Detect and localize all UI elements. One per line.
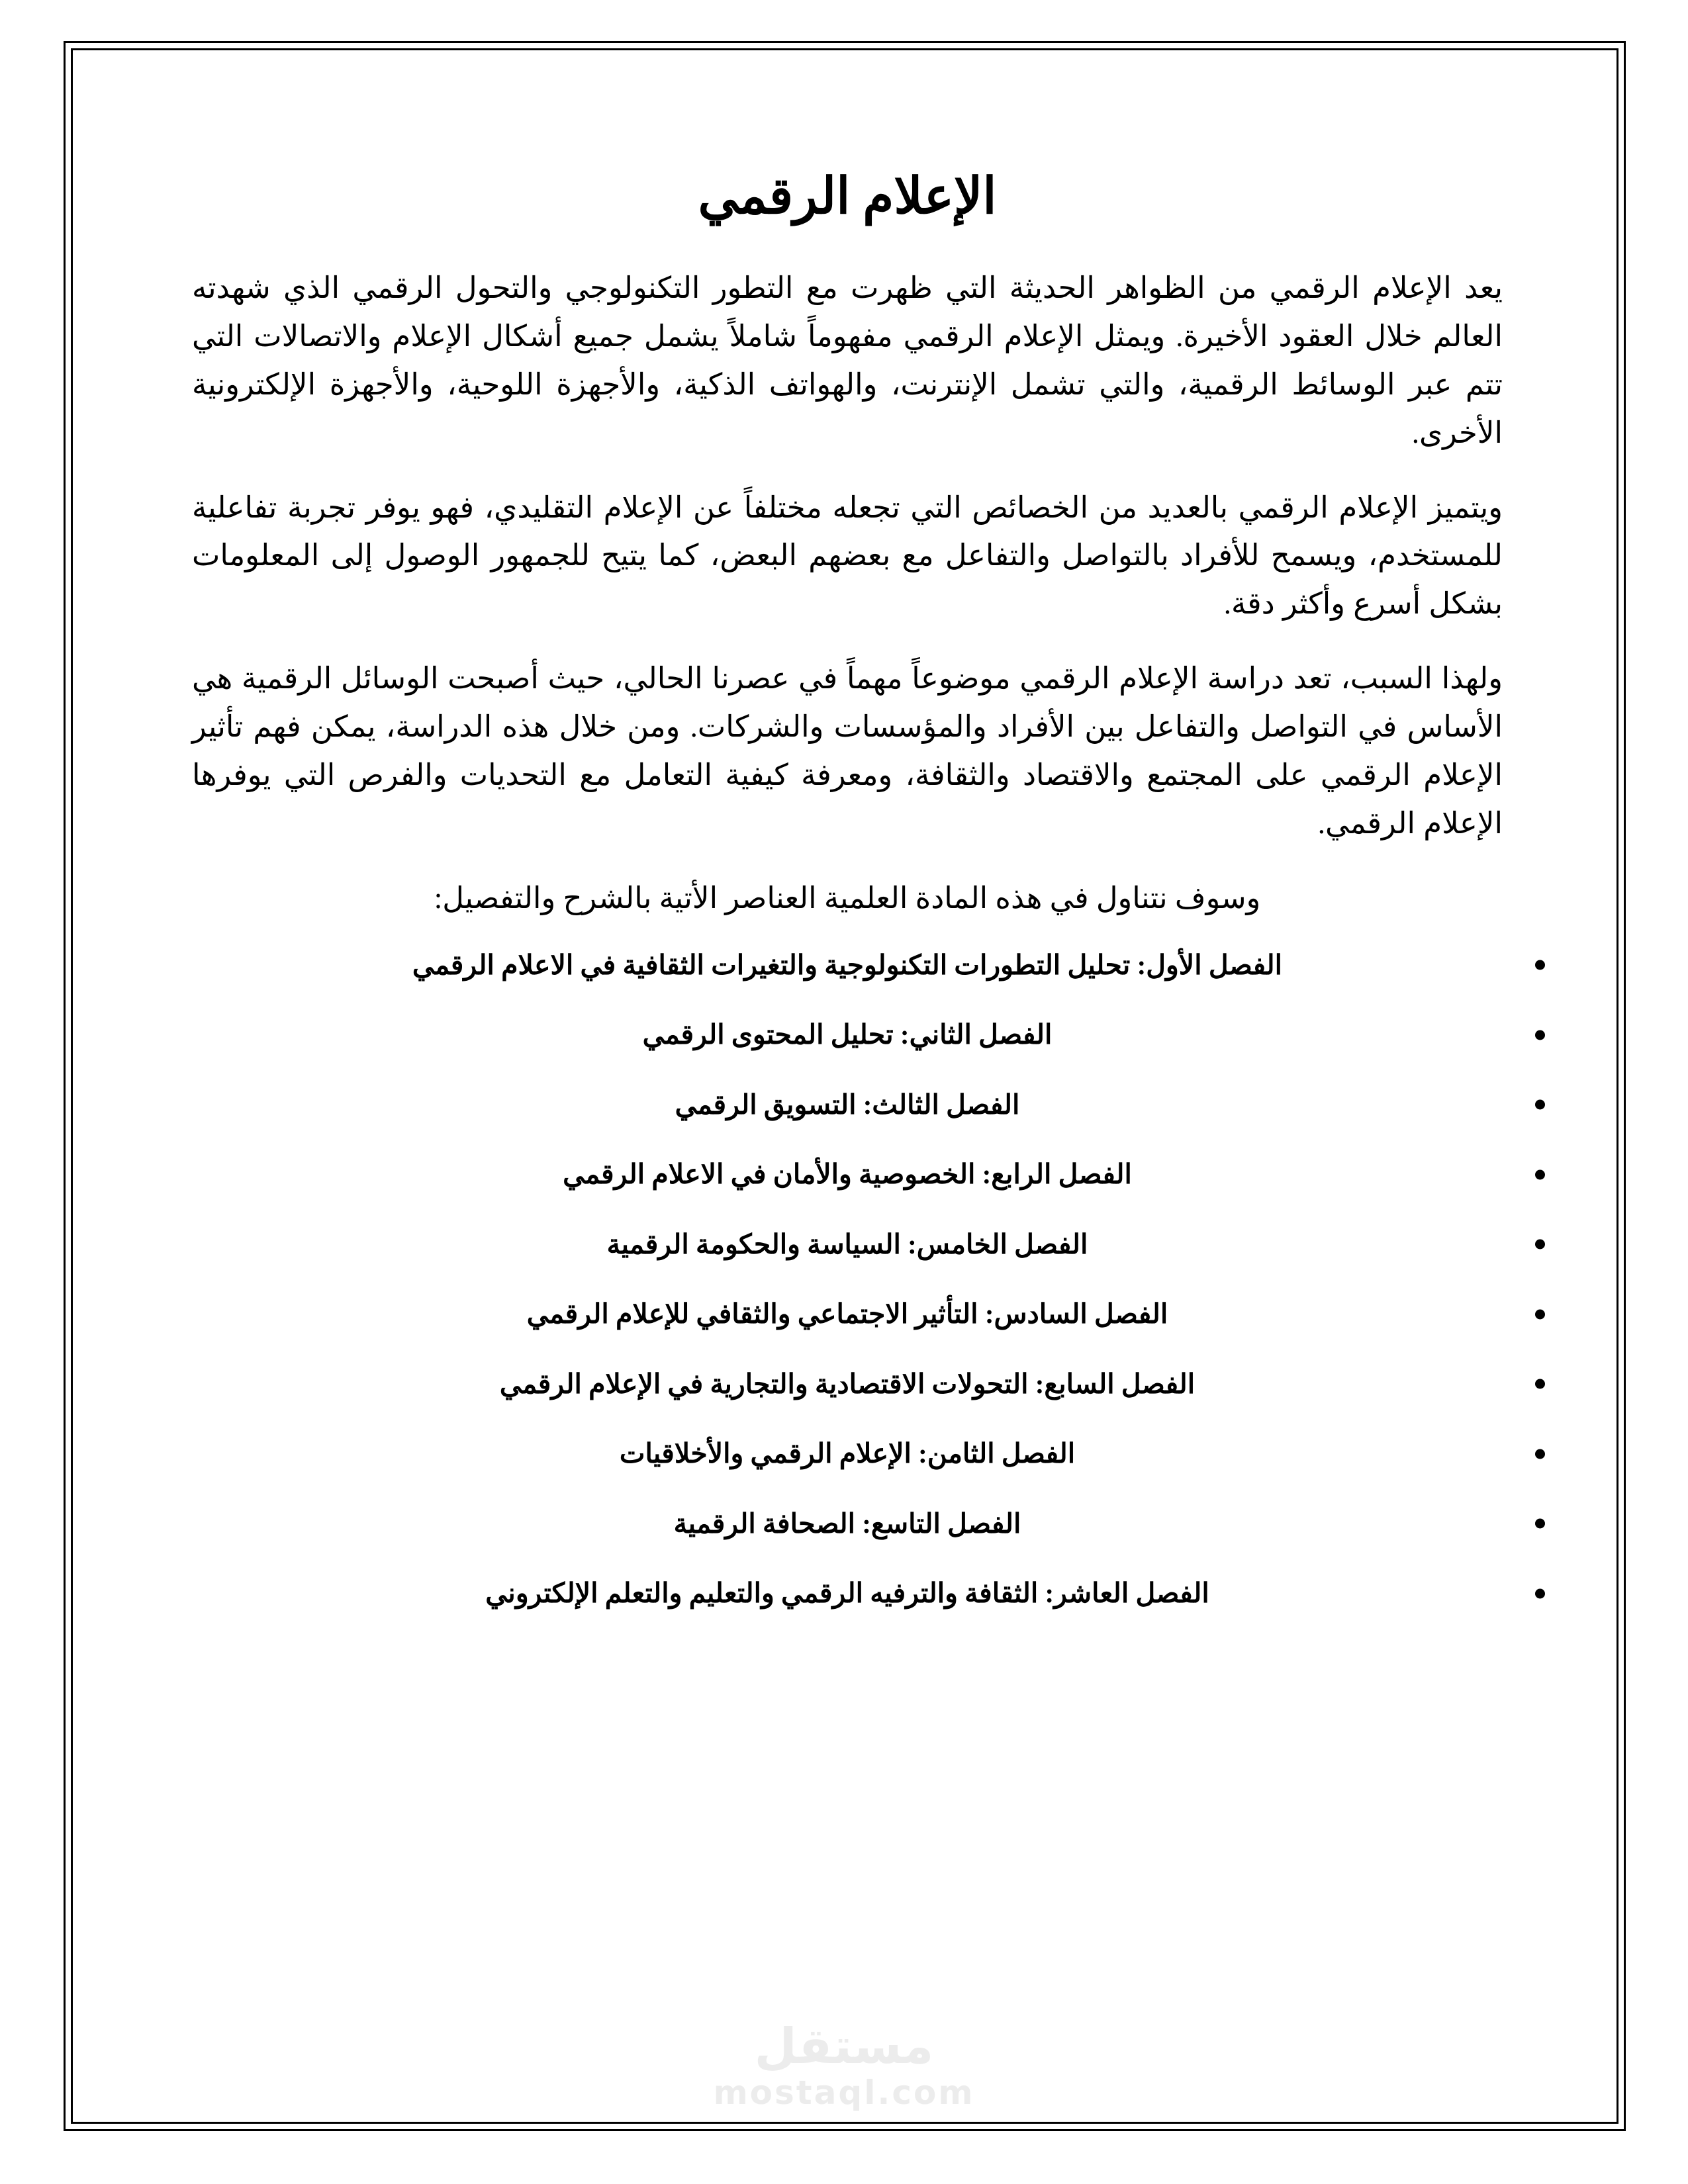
bullet-icon [1535, 1100, 1545, 1110]
chapter-label: الفصل العاشر: الثقافة والترفيه الرقمي والتعليم والتعلم الإلكتروني [485, 1578, 1209, 1609]
chapter-label: الفصل التاسع: الصحافة الرقمية [673, 1508, 1021, 1539]
chapter-label: الفصل الأول: تحليل التطورات التكنولوجية والتغيرات الثقافية في الاعلام الرقمي [412, 949, 1283, 980]
list-item [192, 1364, 1503, 1405]
list-item [192, 1085, 1503, 1126]
chapter-label: الفصل الثالث: التسويق الرقمي [675, 1089, 1020, 1120]
list-item [192, 1294, 1503, 1335]
chapter-list [192, 945, 1503, 1614]
paragraph-intro: يعد الإعلام الرقمي من الظواهر الحديثة التي ظهرت مع التطور التكنولوجي والتحول الرقمي الذي شهدته العالم خلال العقود الأخيرة. ويمثل الإعلام الرقمي مفهوماً شاملاً يشمل جميع أشكال الإعلام والاتصالات التي تتم عبر الوسائط الرقمية، والتي تشمل الإنترنت، والهواتف الذكية، والأجهزة اللوحية، والأجهزة الإلكترونية الأخرى. [192, 271, 1503, 449]
bullet-icon [1535, 1379, 1545, 1389]
bullet-icon [1535, 1588, 1545, 1598]
document-content [192, 165, 1503, 1643]
page-title: الإعلام الرقمي [698, 169, 997, 224]
list-item [192, 1433, 1503, 1475]
chapter-label: الفصل السابع: التحولات الاقتصادية والتجارية في الإعلام الرقمي [499, 1368, 1196, 1399]
bullet-icon [1535, 1030, 1545, 1040]
list-lead-in-text: وسوف نتناول في هذه المادة العلمية العناصر الأتية بالشرح والتفصيل: [434, 881, 1261, 915]
list-item [192, 1224, 1503, 1265]
chapter-label: الفصل الثامن: الإعلام الرقمي والأخلاقيات [619, 1438, 1076, 1469]
list-item [192, 1573, 1503, 1614]
chapter-label: الفصل السادس: التأثير الاجتماعي والثقافي للإعلام الرقمي [526, 1298, 1168, 1330]
watermark-latin-text: mostaql.com [713, 2073, 975, 2112]
paragraph-importance: ولهذا السبب، تعد دراسة الإعلام الرقمي موضوعاً مهماً في عصرنا الحالي، حيث أصبحت الوسائل الرقمية هي الأساس في التواصل والتفاعل بين الأفراد والمؤسسات والشركات. ومن خلال هذه الدراسة، يمكن فهم تأثير الإعلام الرقمي على المجتمع والاقتصاد والثقافة، ومعرفة كيفية التعامل مع التحديات والفرص التي يوفرها الإعلام الرقمي. [192, 662, 1503, 840]
chapter-label: الفصل الثاني: تحليل المحتوى الرقمي [642, 1019, 1053, 1050]
bullet-icon [1535, 1240, 1545, 1250]
list-item [192, 1015, 1503, 1056]
bullet-icon [1535, 1169, 1545, 1179]
list-item [192, 1504, 1503, 1545]
bullet-icon [1535, 1449, 1545, 1459]
paragraph-characteristics: ويتميز الإعلام الرقمي بالعديد من الخصائص التي تجعله مختلفاً عن الإعلام التقليدي، فهو يوفر تجربة تفاعلية للمستخدم، ويسمح للأفراد بالتواصل والتفاعل مع بعضهم البعض، كما يتيح للجمهور الوصول إلى المعلومات بشكل أسرع وأكثر دقة. [192, 490, 1503, 621]
bullet-icon [1535, 1309, 1545, 1319]
watermark-arabic-text: مستقل [754, 2018, 934, 2075]
bullet-icon [1535, 1519, 1545, 1529]
bullet-icon [1535, 960, 1545, 970]
list-item [192, 945, 1503, 986]
chapter-label: الفصل الرابع: الخصوصية والأمان في الاعلام الرقمي [563, 1159, 1132, 1190]
list-item [192, 1154, 1503, 1195]
chapter-label: الفصل الخامس: السياسة والحكومة الرقمية [606, 1228, 1088, 1259]
